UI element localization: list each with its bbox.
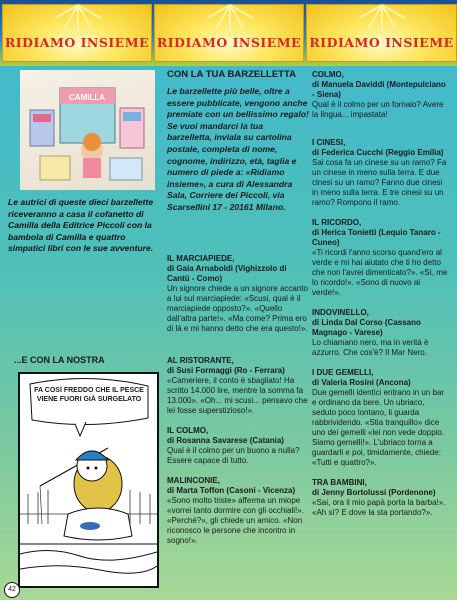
middle-column [167,70,309,556]
joke-text: Sai cosa fa un cinese su un ramo? Fa un cinese in meno sulla terra. E due cinesi su un ramo? Fanno due cinesi in meno sulla terra. E tre cinesi su un ramo? Rompono il ramo. [312,158,447,207]
joke-entry [167,254,309,334]
joke-text: «Sai, ora il mio papà porta la barba!». «Ah sì? E dove la sta portando?». [312,498,446,517]
joke-text: Un signore chiede a un signore accanto a lui sul marciapiede: «Scusi, qual è il marciapiede opposto?». «Quello dall'altra parte!». «Ma come? Prima ero di là e mi hanno detto che era questo!». [167,283,308,333]
joke-title: TRA BAMBINI, [312,478,367,487]
banner-title: RIDIAMO INSIEME [309,35,454,50]
prize-caption: Le autrici di queste dieci barzellette riceveranno a casa il cofanetto di Camilla della Editrice Piccoli con la bambola di Camilla e quattro simpatici libri con le sue avventure. [8,197,154,253]
joke-author: di Gaia Arnaboldi (Vighizzolo di Cantù - Como) [167,263,287,283]
intro-title: CON LA TUA BARZELLETTA [167,69,296,80]
joke-title: I DUE GEMELLI, [312,368,374,377]
joke-author: di Rosanna Savarese (Catania) [167,435,284,445]
joke-entry [167,426,309,466]
joke-title: IL RICORDO, [312,218,362,227]
cartoon-panel [18,372,159,588]
joke-entry [312,70,450,120]
header-banner [0,0,457,66]
banner-title: RIDIAMO INSIEME [4,35,150,50]
joke-title: INDOVINELLO, [312,308,369,317]
joke-entry [167,356,309,416]
prize-photo [20,70,155,190]
banner-panel-1 [2,4,152,62]
intro-text: Le barzellette più belle, oltre a essere pubblicate, vengono anche premiate con un bellissimo regalo! Se vuoi mandarci la tua barzelletta, inviala su cartolina postale, completa di nome, cognome, indirizzo, età, taglia e numero di piede a: «Ridiamo insieme», a cura di Alessandra Sala, Corriere dei Piccoli, via Scarsellini 17 - 20161 Milano. [167,86,309,212]
joke-title: IL COLMO, [167,425,209,435]
joke-title: COLMO, [312,70,344,79]
joke-author: di Jenny Bortolussi (Pordenone) [312,488,436,497]
banner-title: RIDIAMO INSIEME [156,35,302,50]
joke-entry [312,478,450,518]
joke-entry [167,476,309,546]
joke-text: «Cameriere, il conto è sbagliato! Ha scritto 14.000 lire, mentre la somma fa 13.000». «Oh... mi scusi... pensavo che lei fosse superstizioso!». [167,375,308,415]
joke-title: AL RISTORANTE, [167,355,234,365]
joke-title: MALINCONIE, [167,475,220,485]
joke-author: di Manuela Daviddi (Montepulciano - Siena) [312,80,446,99]
joke-text: «Ti ricordi l'anno scorso quand'ero al verde e mi hai aiutato che ti ho detto che non l'avrei dimenticato?». «Sì, me lo ricordo!». «Sono di nuovo al verde!». [312,248,448,297]
joke-title: IL MARCIAPIEDE, [167,253,235,263]
banner-panel-3 [306,4,457,62]
joke-entry [312,308,450,358]
joke-author: di Susi Formaggi (Ro - Ferrara) [167,365,285,375]
joke-text: Qual è il colmo per un fornaio? Avere la lingua... impastata! [312,100,444,119]
banner-panel-2 [154,4,304,62]
joke-author: di Herica Tonietti (Lequio Tanaro - Cuneo) [312,228,441,247]
joke-entry [312,218,450,298]
speech-bubble: FA COSÌ FREDDO CHE IL PESCE VIENE FUORI GIÀ SURGELATO [34,387,144,403]
box-label: CAMILLA [69,93,105,102]
section-title: ...E CON LA NOSTRA [14,355,105,365]
page-number: 42 [4,582,20,598]
joke-text: «Sono molto triste» afferma un miope «vorrei tanto dormire con gli occhiali!». «Perché?», gli chiede un amico. «Non riconosco le persone che incontro in sogno!». [167,495,304,545]
joke-author: di Valeria Rosini (Ancona) [312,378,411,387]
right-column [312,70,450,528]
joke-text: Lo chiamano nero, ma in verità è azzurro. Che cos'è? Il Mar Nero. [312,338,429,357]
joke-author: di Linda Dal Corso (Cassano Magnago - Varese) [312,318,421,337]
joke-title: I CINESI, [312,138,346,147]
joke-author: di Marta Toffon (Casoni - Vicenza) [167,485,296,495]
joke-entry [312,368,450,468]
joke-author: di Federica Cucchi (Reggio Emilia) [312,148,444,157]
joke-text: Due gemelli identici entrano in un bar e ordinano da bere. Un ubriaco, seduto poco lontano, li guarda rabbrividendo. «Stia tranquillo» dice uno dei gemelli «lei non vede doppio. Siamo gemelli!». L'ubriaco torna a guardarli e poi, timidamente, chiede: «Tutti e quattro?». [312,388,445,467]
joke-entry [312,138,450,208]
joke-text: Qual è il colmo per un buono a nulla? Essere capace di tutto. [167,445,300,465]
